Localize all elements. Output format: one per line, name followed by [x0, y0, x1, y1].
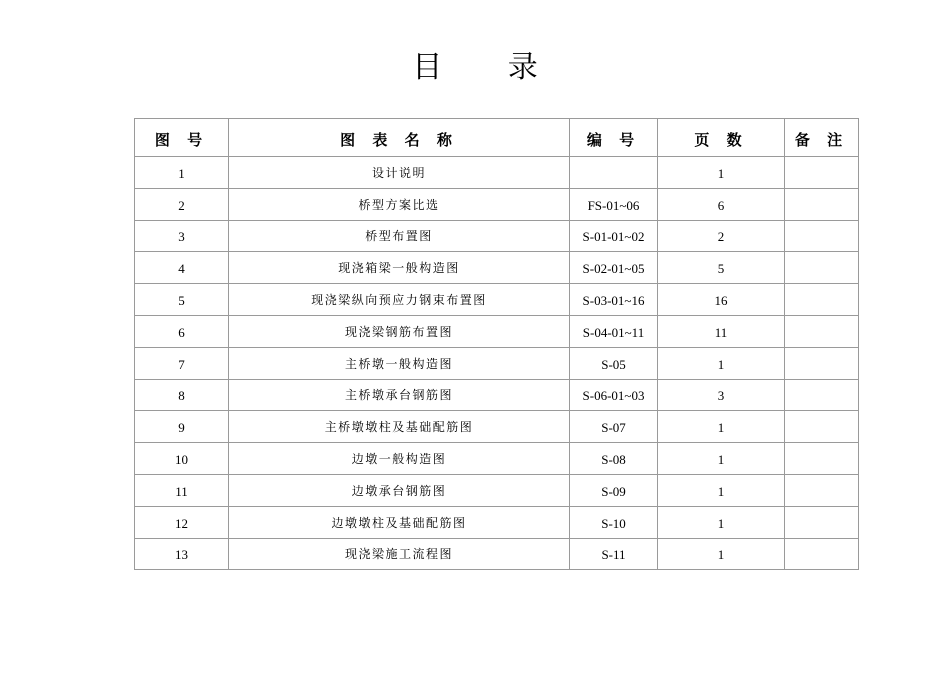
header-drawing-name: 图 表 名 称 [229, 119, 570, 157]
remarks-cell [785, 347, 859, 379]
page-count-cell: 3 [658, 379, 785, 411]
drawing-number-cell: 7 [135, 347, 229, 379]
code-cell: S-02-01~05 [570, 252, 658, 284]
page-count-cell: 1 [658, 443, 785, 475]
code-cell: S-11 [570, 538, 658, 570]
page-count-cell: 1 [658, 157, 785, 189]
table-row [135, 538, 859, 570]
table-row [135, 188, 859, 220]
table-row [135, 379, 859, 411]
remarks-cell [785, 474, 859, 506]
table-row [135, 220, 859, 252]
page-count-cell: 16 [658, 284, 785, 316]
drawing-name-cell: 现浇梁纵向预应力钢束布置图 [229, 284, 570, 316]
table-row [135, 315, 859, 347]
drawing-number-cell: 6 [135, 315, 229, 347]
page-count-cell: 11 [658, 315, 785, 347]
code-cell: S-07 [570, 411, 658, 443]
drawing-number-cell: 12 [135, 506, 229, 538]
table-header-row [135, 119, 859, 157]
table-row [135, 347, 859, 379]
header-drawing-number: 图 号 [135, 119, 229, 157]
table-row [135, 252, 859, 284]
table-row [135, 411, 859, 443]
drawing-name-cell: 现浇箱梁一般构造图 [229, 252, 570, 284]
header-remarks: 备 注 [785, 119, 859, 157]
table-row [135, 474, 859, 506]
page-count-cell: 1 [658, 347, 785, 379]
drawing-number-cell: 1 [135, 157, 229, 189]
drawing-number-cell: 2 [135, 188, 229, 220]
page-count-cell: 1 [658, 538, 785, 570]
table-row [135, 284, 859, 316]
drawing-name-cell: 桥型方案比选 [229, 188, 570, 220]
drawing-name-cell: 边墩一般构造图 [229, 443, 570, 475]
page-title: 目 录 [412, 50, 566, 85]
drawing-number-cell: 8 [135, 379, 229, 411]
drawing-number-cell: 13 [135, 538, 229, 570]
code-cell [570, 157, 658, 189]
remarks-cell [785, 443, 859, 475]
drawing-name-cell: 边墩承台钢筋图 [229, 474, 570, 506]
code-cell: S-10 [570, 506, 658, 538]
remarks-cell [785, 506, 859, 538]
drawing-name-cell: 现浇梁施工流程图 [229, 538, 570, 570]
code-cell: S-05 [570, 347, 658, 379]
remarks-cell [785, 538, 859, 570]
table-row [135, 506, 859, 538]
page-count-cell: 6 [658, 188, 785, 220]
remarks-cell [785, 220, 859, 252]
code-cell: S-09 [570, 474, 658, 506]
remarks-cell [785, 188, 859, 220]
drawing-name-cell: 主桥墩墩柱及基础配筋图 [229, 411, 570, 443]
page-count-cell: 2 [658, 220, 785, 252]
code-cell: FS-01~06 [570, 188, 658, 220]
page-count-cell: 1 [658, 474, 785, 506]
code-cell: S-01-01~02 [570, 220, 658, 252]
code-cell: S-06-01~03 [570, 379, 658, 411]
drawing-number-cell: 9 [135, 411, 229, 443]
remarks-cell [785, 252, 859, 284]
remarks-cell [785, 284, 859, 316]
code-cell: S-04-01~11 [570, 315, 658, 347]
code-cell: S-03-01~16 [570, 284, 658, 316]
page-count-cell: 5 [658, 252, 785, 284]
remarks-cell [785, 379, 859, 411]
drawing-number-cell: 4 [135, 252, 229, 284]
drawing-number-cell: 11 [135, 474, 229, 506]
drawing-name-cell: 设计说明 [229, 157, 570, 189]
drawing-name-cell: 桥型布置图 [229, 220, 570, 252]
remarks-cell [785, 411, 859, 443]
page-count-cell: 1 [658, 506, 785, 538]
drawing-name-cell: 主桥墩一般构造图 [229, 347, 570, 379]
remarks-cell [785, 315, 859, 347]
table-row [135, 157, 859, 189]
drawing-name-cell: 现浇梁钢筋布置图 [229, 315, 570, 347]
drawing-name-cell: 主桥墩承台钢筋图 [229, 379, 570, 411]
drawing-number-cell: 5 [135, 284, 229, 316]
drawing-number-cell: 10 [135, 443, 229, 475]
remarks-cell [785, 157, 859, 189]
drawing-number-cell: 3 [135, 220, 229, 252]
contents-table [134, 118, 859, 570]
code-cell: S-08 [570, 443, 658, 475]
header-page-count: 页 数 [658, 119, 785, 157]
page-count-cell: 1 [658, 411, 785, 443]
drawing-name-cell: 边墩墩柱及基础配筋图 [229, 506, 570, 538]
header-code: 编 号 [570, 119, 658, 157]
table-row [135, 443, 859, 475]
